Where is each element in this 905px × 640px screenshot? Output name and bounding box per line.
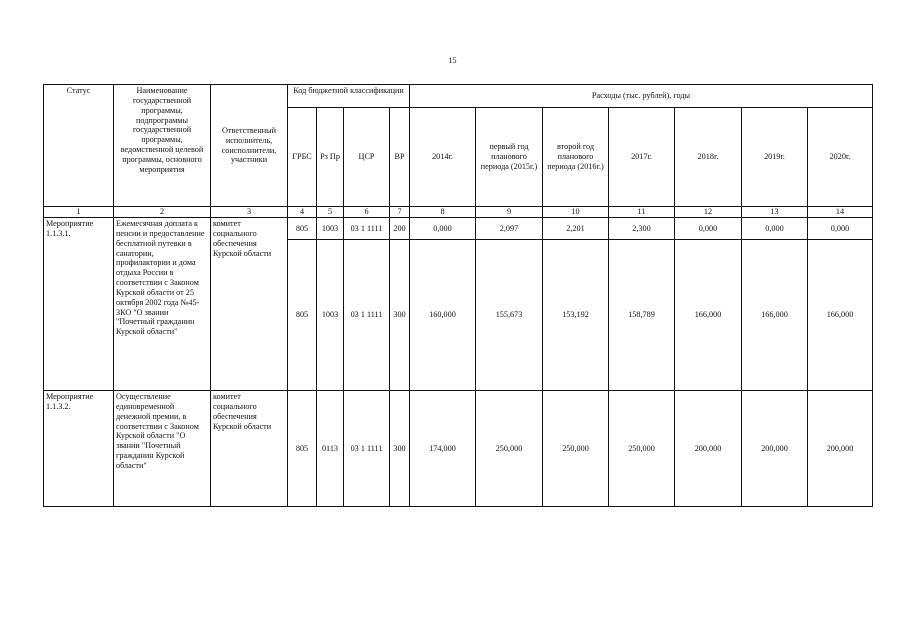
cell-2020: 0,000 — [808, 218, 873, 240]
cell-2014: 174,000 — [410, 391, 476, 507]
table-row — [44, 218, 873, 240]
column-number: 11 — [609, 207, 675, 218]
cell-csr: 03 1 1111 — [344, 218, 390, 240]
row-status: Мероприятие 1.1.3.1. — [44, 218, 114, 391]
cell-vr: 200 — [390, 218, 410, 240]
row-responsible: комитет социального обеспечения Курской области — [211, 391, 288, 507]
cell-2018: 200,000 — [675, 391, 742, 507]
cell-2016: 2,201 — [543, 218, 609, 240]
header-csr: ЦСР — [344, 108, 390, 207]
budget-table — [43, 84, 873, 507]
cell-csr: 03 1 1111 — [344, 391, 390, 507]
cell-2015: 2,097 — [476, 218, 543, 240]
header-2015: первый год планового периода (2015г.) — [476, 108, 543, 207]
header-2019: 2019г. — [742, 108, 808, 207]
column-number: 1 — [44, 207, 114, 218]
cell-2018: 166,000 — [675, 240, 742, 391]
cell-2017: 250,000 — [609, 391, 675, 507]
column-number: 4 — [288, 207, 317, 218]
cell-vr: 300 — [390, 391, 410, 507]
header-2016: второй год планового периода (2016г.) — [543, 108, 609, 207]
row-responsible: комитет социального обеспечения Курской области — [211, 218, 288, 391]
cell-2014: 160,000 — [410, 240, 476, 391]
header-budget-code: Код бюджетной классификации — [288, 85, 410, 108]
column-number: 7 — [390, 207, 410, 218]
row-name: Осуществление единовременной денежной премии, в соответствии с Законом Курской области "О звании "Почетный гражданин Курской области" — [114, 391, 211, 507]
cell-2015: 250,000 — [476, 391, 543, 507]
column-number: 5 — [317, 207, 344, 218]
header-vr: ВР — [390, 108, 410, 207]
column-number-row — [44, 207, 873, 218]
cell-2016: 153,192 — [543, 240, 609, 391]
cell-grbs: 805 — [288, 240, 317, 391]
cell-2017: 158,789 — [609, 240, 675, 391]
table-row — [44, 391, 873, 507]
cell-2019: 0,000 — [742, 218, 808, 240]
header-row-1 — [44, 85, 873, 108]
cell-2019: 200,000 — [742, 391, 808, 507]
column-number: 8 — [410, 207, 476, 218]
cell-grbs: 805 — [288, 391, 317, 507]
cell-vr: 300 — [390, 240, 410, 391]
cell-2020: 200,000 — [808, 391, 873, 507]
cell-rzpr: 0113 — [317, 391, 344, 507]
column-number: 9 — [476, 207, 543, 218]
header-name: Наименование государственной программы, подпрограммы государственной программы, ведомственной целевой программы, основного мероприятия — [114, 85, 211, 207]
row-status: Мероприятие 1.1.3.2. — [44, 391, 114, 507]
cell-2020: 166,000 — [808, 240, 873, 391]
column-number: 14 — [808, 207, 873, 218]
header-2020: 2020г. — [808, 108, 873, 207]
cell-grbs: 805 — [288, 218, 317, 240]
cell-rzpr: 1003 — [317, 218, 344, 240]
cell-2017: 2,300 — [609, 218, 675, 240]
cell-2019: 166,000 — [742, 240, 808, 391]
header-2017: 2017г. — [609, 108, 675, 207]
cell-2018: 0,000 — [675, 218, 742, 240]
column-number: 2 — [114, 207, 211, 218]
header-grbs: ГРБС — [288, 108, 317, 207]
header-status: Статус — [44, 85, 114, 207]
cell-2015: 155,673 — [476, 240, 543, 391]
column-number: 10 — [543, 207, 609, 218]
column-number: 13 — [742, 207, 808, 218]
column-number: 6 — [344, 207, 390, 218]
column-number: 12 — [675, 207, 742, 218]
row-name: Ежемесячная доплата к пенсии и предоставление бесплатной путевки в санатории, профилактории и дома отдыха России в соответствии с Законом Курской области от 25 октября 2002 года №45-ЗКО "О звании "Почетный гражданин Курской области" — [114, 218, 211, 391]
header-expenses: Расходы (тыс. рублей), годы — [410, 85, 873, 108]
header-rzpr: Рз Пр — [317, 108, 344, 207]
cell-rzpr: 1003 — [317, 240, 344, 391]
header-responsible: Ответственный исполнитель, соисполнители, участники — [211, 85, 288, 207]
column-number: 3 — [211, 207, 288, 218]
header-2018: 2018г. — [675, 108, 742, 207]
cell-2016: 250,000 — [543, 391, 609, 507]
cell-csr: 03 1 1111 — [344, 240, 390, 391]
cell-2014: 0,000 — [410, 218, 476, 240]
page-number: 15 — [448, 56, 457, 65]
header-2014: 2014г. — [410, 108, 476, 207]
